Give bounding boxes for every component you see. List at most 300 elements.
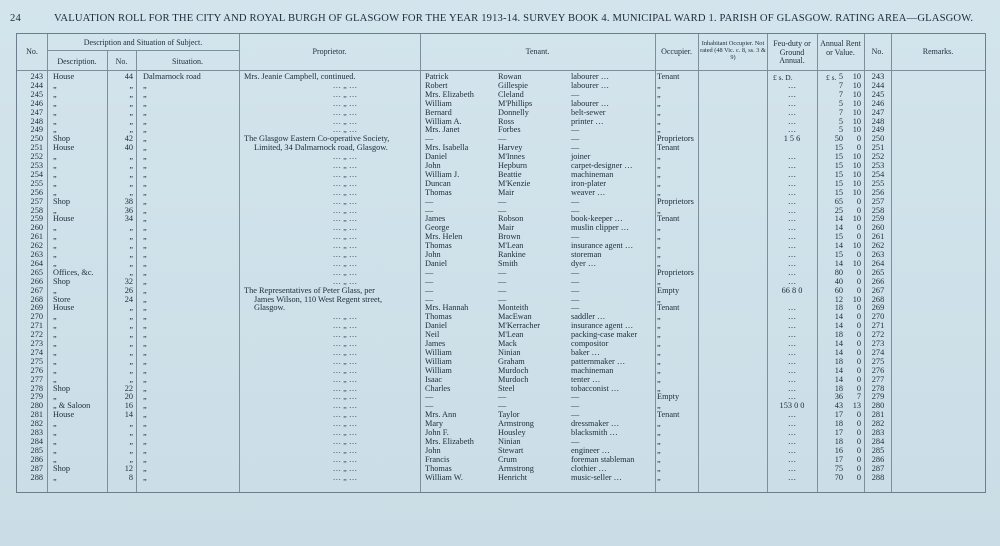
row-description: „	[53, 436, 57, 446]
row-tenant-forename: —	[425, 285, 434, 295]
row-house-number: „	[129, 321, 133, 331]
row-number-right: 254	[871, 169, 885, 179]
row-description: „	[53, 347, 57, 357]
row-rent-shillings: 10	[852, 169, 861, 179]
row-occupier: Tenant	[657, 410, 680, 420]
row-number-right: 279	[871, 392, 885, 402]
row-proprietor-ditto: … „ …	[332, 161, 358, 170]
row-proprietor-ditto: … „ …	[332, 339, 358, 348]
row-proprietor-ditto: … „ …	[332, 463, 358, 473]
row-proprietor-ditto: … „ …	[332, 392, 358, 402]
row-proprietor-ditto: … „ …	[332, 205, 358, 215]
row-house-number: „	[129, 374, 133, 384]
row-rent-pounds: 5	[838, 98, 843, 108]
row-tenant-forename: Bernard	[425, 107, 452, 117]
row-rent-pounds: 12	[834, 294, 843, 304]
row-feu-duty: …	[787, 89, 797, 99]
row-feu-duty: …	[787, 472, 797, 482]
row-description: „	[53, 472, 57, 482]
row-number: 257	[30, 196, 43, 206]
row-description: „	[53, 374, 57, 384]
proprietor-text: The Representatives of Peter Glass, per	[244, 285, 375, 295]
row-situation: „	[143, 250, 147, 259]
row-feu-duty: …	[787, 383, 797, 393]
row-description: Shop	[53, 463, 71, 473]
row-feu-duty: …	[787, 312, 797, 322]
row-description: „	[53, 365, 57, 375]
row-rent-pounds: 17	[834, 410, 843, 420]
row-number-right: 271	[871, 321, 885, 331]
row-tenant-forename: William	[425, 98, 452, 108]
row-tenant-surname: Armstrong	[498, 463, 534, 473]
row-number: 280	[30, 401, 43, 411]
row-rent-pounds: 36	[834, 392, 843, 402]
row-description: „	[53, 428, 57, 437]
row-feu-duty: …	[787, 454, 797, 464]
row-number-right: 270	[871, 312, 885, 322]
row-tenant-forename: —	[425, 276, 434, 286]
row-occupier: „	[657, 383, 661, 393]
row-situation: „	[143, 169, 147, 179]
col-header-situation: Situation.	[172, 57, 203, 66]
row-rent-pounds: 14	[834, 223, 843, 233]
row-occupation: blacksmith …	[571, 428, 618, 437]
row-number-right: 276	[871, 365, 885, 375]
row-tenant-forename: Thomas	[425, 241, 452, 251]
row-feu-duty: …	[787, 205, 797, 215]
row-proprietor-ditto: … „ …	[332, 178, 358, 188]
row-occupation: baker …	[571, 347, 600, 357]
row-feu-duty: …	[787, 303, 797, 313]
row-number-right: 245	[871, 89, 885, 99]
row-situation: „	[143, 89, 147, 99]
row-rent-shillings: 10	[852, 125, 861, 135]
row-occupier: „	[657, 436, 661, 446]
row-occupation: iron-plater	[571, 178, 607, 188]
row-number: 268	[30, 294, 43, 304]
row-occupier: „	[657, 445, 661, 455]
row-rent-pounds: 75	[834, 463, 843, 473]
row-number: 253	[30, 161, 43, 170]
row-proprietor-ditto: … „ …	[332, 214, 358, 224]
row-occupier: „	[657, 98, 661, 108]
row-number: 264	[30, 258, 43, 268]
row-tenant-forename: Daniel	[425, 258, 448, 268]
row-feu-duty: …	[787, 365, 797, 375]
row-house-number: „	[129, 250, 133, 259]
row-number-right: 273	[871, 339, 885, 348]
row-house-number: „	[129, 303, 133, 313]
row-occupier: „	[657, 89, 661, 99]
col-header-inhabitant: Inhabitant Occupier. Not rated (48 Vic. c. 8, ss. 3 & 9)	[700, 40, 766, 61]
row-description: House	[53, 72, 75, 81]
row-number: 260	[30, 223, 43, 233]
row-rent-pounds: 15	[834, 178, 843, 188]
row-description: „	[53, 445, 57, 455]
row-number-right: 267	[871, 285, 885, 295]
row-feu-duty: 66 8 0	[781, 285, 803, 295]
row-number: 250	[30, 134, 43, 144]
row-description: „	[53, 232, 57, 242]
row-description: „	[53, 419, 57, 429]
col-header-description: Description.	[57, 57, 97, 66]
row-number-right: 250	[871, 134, 885, 144]
row-situation: „	[143, 312, 147, 322]
row-number: 248	[30, 116, 43, 126]
row-proprietor-ditto: … „ …	[332, 436, 358, 446]
row-rent-pounds: 18	[834, 419, 843, 429]
row-occupier: „	[657, 187, 661, 197]
row-occupier: „	[657, 169, 661, 179]
row-situation: „	[143, 339, 147, 348]
row-number-right: 256	[871, 187, 885, 197]
row-occupier: „	[657, 365, 661, 375]
row-occupier: „	[657, 312, 661, 322]
row-number: 271	[30, 321, 43, 331]
row-number-right: 258	[871, 205, 885, 215]
row-feu-duty: …	[787, 98, 797, 108]
row-tenant-surname: Stewart	[498, 445, 524, 455]
row-tenant-surname: Gillespie	[498, 80, 528, 90]
row-house-number: „	[129, 89, 133, 99]
row-number: 282	[30, 419, 43, 429]
row-situation: „	[143, 196, 147, 206]
row-proprietor-ditto: … „ …	[332, 98, 358, 108]
row-occupation: storeman	[571, 250, 602, 259]
row-proprietor-ditto: … „ …	[332, 428, 358, 437]
row-house-number: „	[129, 232, 133, 242]
row-occupation: insurance agent …	[571, 241, 634, 251]
row-tenant-surname: Rowan	[498, 72, 522, 81]
row-rent-shillings: 0	[856, 285, 861, 295]
row-proprietor-ditto: … „ …	[332, 267, 358, 277]
row-rent-pounds: 14	[834, 312, 843, 322]
row-occupier: „	[657, 374, 661, 384]
row-number-right: 280	[871, 401, 885, 411]
row-house-number: „	[129, 339, 133, 348]
row-description: „	[53, 392, 57, 402]
row-house-number: 26	[124, 285, 133, 295]
row-description: Shop	[53, 383, 71, 393]
row-occupier: „	[657, 347, 661, 357]
row-rent-shillings: 0	[856, 445, 861, 455]
row-number: 246	[30, 98, 43, 108]
row-tenant-forename: Mrs. Elizabeth	[425, 436, 474, 446]
row-situation: „	[143, 303, 147, 313]
row-tenant-forename: Thomas	[425, 187, 452, 197]
row-tenant-forename: James	[425, 214, 446, 224]
row-occupation: —	[571, 143, 580, 153]
row-tenant-surname: —	[498, 267, 507, 277]
row-rent-shillings: 0	[856, 374, 861, 384]
row-situation: „	[143, 214, 147, 224]
row-occupation: patternmaker …	[571, 356, 626, 366]
row-feu-duty: 153 0 0	[779, 401, 805, 411]
row-occupation: music-seller …	[571, 472, 622, 482]
row-tenant-surname: M'Innes	[498, 152, 525, 162]
row-tenant-forename: George	[425, 223, 450, 233]
row-number-right: 246	[871, 98, 885, 108]
row-proprietor-ditto: … „ …	[332, 330, 358, 340]
row-house-number: 20	[124, 392, 133, 402]
row-number-right: 244	[871, 80, 885, 90]
row-house-number: „	[129, 312, 133, 322]
row-rent-shillings: 0	[856, 463, 861, 473]
row-feu-duty: 1 5 6	[783, 134, 801, 144]
row-tenant-forename: Isaac	[425, 374, 443, 384]
row-rent-shillings: 10	[852, 241, 861, 251]
row-number: 252	[30, 152, 43, 162]
row-house-number: „	[129, 365, 133, 375]
row-rent-shillings: 10	[852, 152, 861, 162]
row-number: 270	[30, 312, 43, 322]
row-feu-duty: …	[787, 241, 797, 251]
row-occupation: —	[571, 401, 580, 411]
row-occupation: labourer …	[571, 72, 610, 81]
row-number-right: 285	[871, 445, 885, 455]
row-rent-shillings: 0	[856, 205, 861, 215]
row-occupation: tobacconist …	[571, 383, 620, 393]
row-number: 263	[30, 250, 43, 259]
row-occupier: Proprietors	[657, 134, 694, 144]
row-house-number: 24	[124, 294, 133, 304]
row-proprietor-ditto: … „ …	[332, 410, 358, 420]
row-number-right: 287	[871, 463, 885, 473]
row-description: „	[53, 241, 57, 251]
row-occupation: —	[571, 294, 580, 304]
row-occupier: „	[657, 276, 661, 286]
row-tenant-forename: Mrs. Helen	[425, 232, 463, 242]
row-rent-shillings: 7	[856, 392, 861, 402]
row-number-right: 264	[871, 258, 885, 268]
row-rent-shillings: 0	[856, 223, 861, 233]
row-number: 272	[30, 330, 43, 340]
row-proprietor-ditto: … „ …	[332, 419, 358, 429]
row-tenant-forename: William W.	[425, 472, 463, 482]
row-tenant-surname: Murdoch	[498, 365, 529, 375]
row-occupation: labourer …	[571, 98, 610, 108]
table-row	[17, 474, 985, 483]
row-number-right: 278	[871, 383, 885, 393]
row-feu-duty: …	[787, 258, 797, 268]
row-feu-duty: …	[787, 196, 797, 206]
row-rent-shillings: 10	[852, 98, 861, 108]
row-rent-shillings: 0	[856, 267, 861, 277]
row-number: 261	[30, 232, 43, 242]
row-house-number: 32	[124, 276, 133, 286]
row-tenant-forename: Francis	[425, 454, 450, 464]
row-description: „	[53, 258, 57, 268]
row-rent-pounds: 5	[838, 116, 843, 126]
row-rent-shillings: 0	[856, 330, 861, 340]
row-description: „	[53, 312, 57, 322]
row-number: 284	[30, 436, 43, 446]
row-description: „	[53, 89, 57, 99]
row-situation: „	[143, 187, 147, 197]
row-number-right: 248	[871, 116, 885, 126]
row-rent-pounds: 14	[834, 241, 843, 251]
row-occupation: tenter …	[571, 374, 601, 384]
row-proprietor-ditto: … „ …	[332, 152, 358, 162]
row-situation: „	[143, 463, 147, 473]
row-number-right: 288	[871, 472, 885, 482]
row-feu-duty: …	[787, 374, 797, 384]
row-number: 251	[30, 143, 43, 153]
row-rent-shillings: 10	[852, 161, 861, 170]
col-header-description-group: Description and Situation of Subject.	[83, 38, 203, 47]
row-tenant-surname: —	[498, 196, 507, 206]
row-occupation: —	[571, 196, 580, 206]
row-feu-duty: …	[787, 187, 797, 197]
row-tenant-surname: —	[498, 134, 507, 144]
row-situation: „	[143, 161, 147, 170]
row-occupier: Tenant	[657, 72, 680, 81]
row-rent-pounds: 5	[838, 125, 843, 135]
row-tenant-surname: Mack	[498, 339, 517, 348]
row-tenant-forename: Mrs. Ann	[425, 410, 457, 420]
row-house-number: 34	[124, 214, 133, 224]
row-situation: „	[143, 134, 147, 144]
row-proprietor-ditto: … „ …	[332, 365, 358, 375]
row-occupation: compositor	[571, 339, 609, 348]
row-situation: „	[143, 267, 147, 277]
row-rent-pounds: 80	[834, 267, 843, 277]
row-situation: „	[143, 241, 147, 251]
row-situation: „	[143, 223, 147, 233]
row-description: Store	[53, 294, 71, 304]
row-feu-duty: …	[787, 410, 797, 420]
row-situation: „	[143, 232, 147, 242]
row-proprietor-ditto: … „ …	[332, 258, 358, 268]
page-number: 24	[10, 13, 21, 24]
row-situation: „	[143, 178, 147, 188]
row-number: 247	[30, 107, 43, 117]
row-situation: „	[143, 152, 147, 162]
row-rent-shillings: 0	[856, 303, 861, 313]
row-tenant-surname: M'Kerracher	[498, 321, 541, 331]
row-feu-duty: …	[787, 116, 797, 126]
row-tenant-surname: Steel	[498, 383, 515, 393]
row-description: „	[53, 339, 57, 348]
row-description: „	[53, 80, 57, 90]
row-occupier: „	[657, 258, 661, 268]
row-house-number: „	[129, 267, 133, 277]
row-proprietor-ditto: … „ …	[332, 445, 358, 455]
col-header-annual-rent: Annual Rent or Value.	[820, 39, 861, 57]
row-rent-shillings: 0	[856, 436, 861, 446]
col-header-number-right: No.	[871, 47, 884, 56]
row-tenant-surname: M'Lean	[498, 330, 524, 340]
row-number-right: 282	[871, 419, 885, 429]
row-description: „	[53, 330, 57, 340]
row-number-right: 286	[871, 454, 885, 464]
row-occupier: Proprietors	[657, 196, 694, 206]
row-occupation: —	[571, 276, 580, 286]
row-occupation: —	[571, 285, 580, 295]
row-occupation: insurance agent …	[571, 321, 634, 331]
row-rent-shillings: 0	[856, 134, 861, 144]
row-description: Shop	[53, 134, 71, 144]
row-occupation: —	[571, 89, 580, 99]
row-rent-pounds: 14	[834, 339, 843, 348]
row-tenant-forename: James	[425, 339, 446, 348]
row-description: „	[53, 285, 57, 295]
row-situation: „	[143, 410, 147, 420]
row-number-right: 247	[871, 107, 885, 117]
row-house-number: „	[129, 436, 133, 446]
row-tenant-surname: —	[498, 285, 507, 295]
row-tenant-forename: William A.	[425, 116, 462, 126]
row-feu-duty: …	[787, 267, 797, 277]
row-occupation: labourer …	[571, 80, 610, 90]
col-header-proprietor: Proprietor.	[312, 47, 347, 56]
row-number-right: 281	[871, 410, 885, 420]
row-tenant-surname: —	[498, 294, 507, 304]
row-occupier: „	[657, 356, 661, 366]
row-tenant-surname: Housley	[498, 428, 526, 437]
row-tenant-forename: Charles	[425, 383, 451, 393]
row-occupation: dyer …	[571, 258, 597, 268]
row-proprietor-ditto: … „ …	[332, 472, 358, 482]
row-occupier: „	[657, 223, 661, 233]
row-rent-shillings: 10	[852, 107, 861, 117]
row-tenant-forename: William	[425, 365, 452, 375]
row-feu-duty: …	[787, 436, 797, 446]
row-rent-shillings: 10	[852, 89, 861, 99]
row-tenant-surname: —	[498, 401, 507, 411]
row-number-right: 265	[871, 267, 885, 277]
row-house-number: „	[129, 107, 133, 117]
row-proprietor-ditto: … „ …	[332, 169, 358, 179]
row-tenant-surname: Harvey	[498, 143, 523, 153]
row-tenant-surname: M'Kenzie	[498, 178, 531, 188]
row-number-right: 253	[871, 161, 885, 170]
row-number-right: 259	[871, 214, 885, 224]
row-house-number: „	[129, 223, 133, 233]
row-rent-shillings: 0	[856, 454, 861, 464]
row-tenant-surname: Ross	[498, 116, 515, 126]
row-tenant-surname: Hepburn	[498, 161, 528, 170]
row-tenant-forename: —	[425, 392, 434, 402]
row-rent-pounds: 15	[834, 169, 843, 179]
row-occupation: —	[571, 232, 580, 242]
row-feu-duty: …	[787, 356, 797, 366]
row-rent-shillings: 0	[856, 365, 861, 375]
row-house-number: „	[129, 187, 133, 197]
row-tenant-forename: Thomas	[425, 463, 452, 473]
row-tenant-forename: William	[425, 356, 452, 366]
row-number-right: 277	[871, 374, 885, 384]
row-feu-duty: …	[787, 178, 797, 188]
row-occupier: Empty	[657, 392, 680, 402]
row-house-number: „	[129, 161, 133, 170]
row-occupation: printer …	[571, 116, 604, 126]
row-rent-pounds: 15	[834, 187, 843, 197]
row-rent-pounds: 50	[834, 134, 843, 144]
row-occupier: „	[657, 330, 661, 340]
row-situation: „	[143, 445, 147, 455]
row-feu-duty: …	[787, 107, 797, 117]
row-rent-pounds: 17	[834, 454, 843, 464]
row-rent-shillings: 0	[856, 472, 861, 482]
row-house-number: „	[129, 445, 133, 455]
row-occupier: Proprietors	[657, 267, 694, 277]
row-description: „	[53, 178, 57, 188]
row-rent-shillings: 0	[856, 347, 861, 357]
row-house-number: 22	[124, 383, 133, 393]
row-house-number: „	[129, 330, 133, 340]
row-situation: „	[143, 401, 147, 411]
